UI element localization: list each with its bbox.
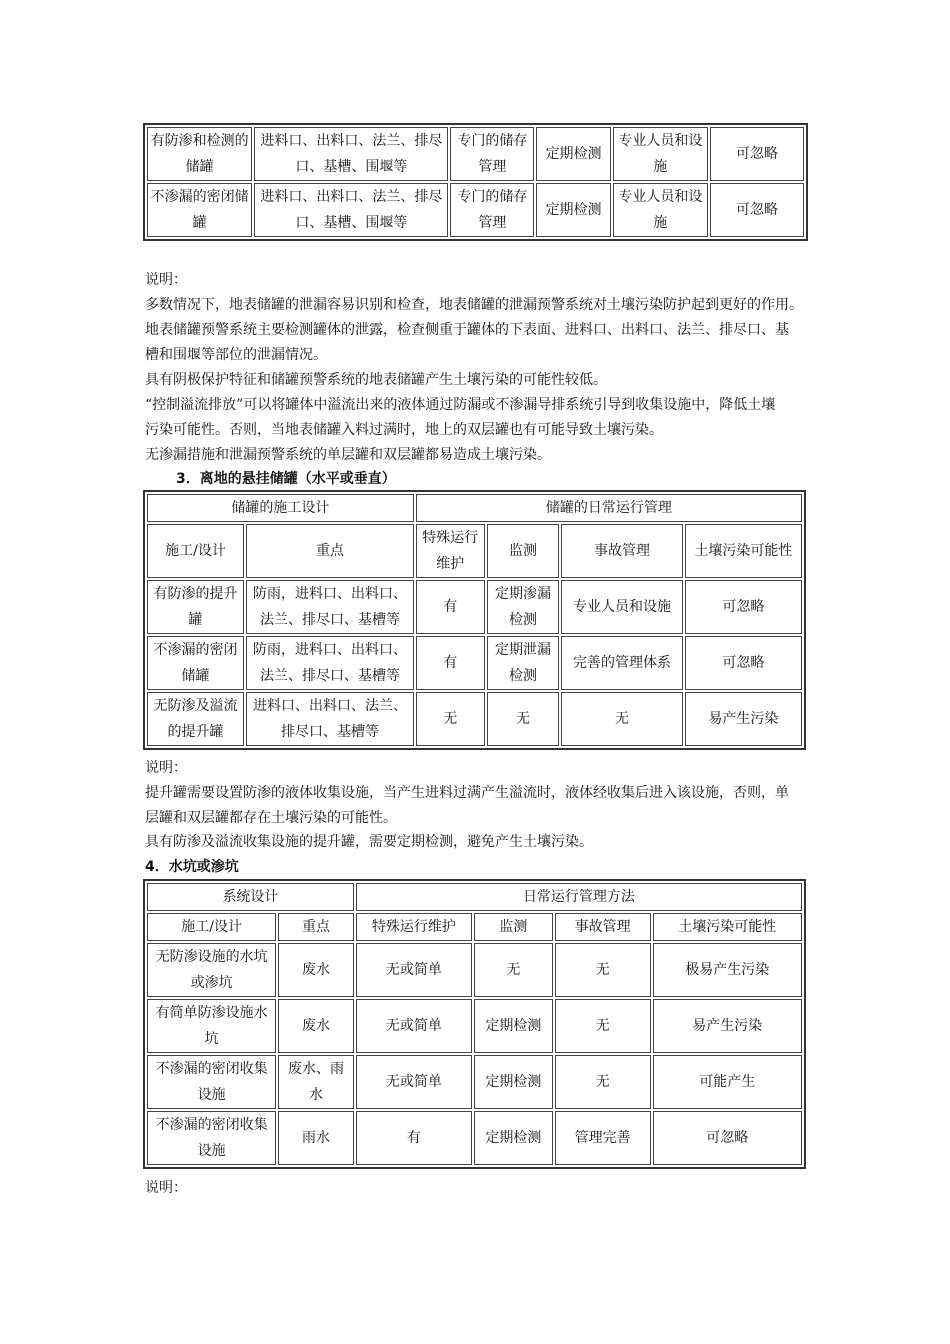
table-cell: 不渗漏的密闭收集设施 (147, 1055, 276, 1109)
table-cell: 有简单防渗设施水坑 (147, 999, 276, 1053)
column-header: 事故管理 (561, 524, 682, 578)
table-cell: 无 (416, 692, 485, 746)
note-label: 说明： (145, 1180, 187, 1196)
table-cell: 有防渗的提升罐 (147, 580, 244, 634)
table-header-row (147, 913, 802, 941)
storage-tank-table-continued (143, 123, 808, 241)
group-header: 储罐的日常运行管理 (416, 494, 802, 522)
table-cell: 可忽略 (685, 580, 802, 634)
table-cell: 废水 (278, 943, 354, 997)
table-cell: 有 (356, 1111, 472, 1165)
table-cell: 无 (555, 943, 651, 997)
table-cell: 易产生污染 (685, 692, 802, 746)
table-cell: 无 (555, 1055, 651, 1109)
table-cell: 专门的储存管理 (450, 183, 534, 237)
column-header: 土壤污染可能性 (685, 524, 802, 578)
table-cell: 有 (416, 636, 485, 690)
note-line: 多数情况下，地表储罐的泄漏容易识别和检查，地表储罐的泄漏预警系统对土壤污染防护起到更好的作用。 (145, 297, 803, 313)
note-line: 槽和围堰等部位的泄漏情况。 (145, 347, 327, 363)
table-group-header-row (147, 883, 802, 911)
note-line: 提升罐需要设置防渗的液体收集设施，当产生进料过满产生溢流时，液体经收集后进入该设施，否则，单 (145, 785, 789, 801)
table-cell: 定期检测 (474, 1111, 553, 1165)
table-cell: 专门的储存管理 (450, 127, 534, 181)
column-header: 事故管理 (555, 913, 651, 941)
table-cell: 进料口、出料口、法兰、排尽口、基槽、围堰等 (254, 127, 448, 181)
table-cell: 专业人员和设施 (561, 580, 682, 634)
table-cell: 管理完善 (555, 1111, 651, 1165)
column-header: 施工/设计 (147, 524, 244, 578)
table-cell: 可忽略 (685, 636, 802, 690)
column-header: 重点 (278, 913, 354, 941)
table-row (147, 1111, 802, 1165)
column-header: 监测 (487, 524, 560, 578)
table-row (147, 692, 802, 746)
table-cell: 不渗漏的密闭收集设施 (147, 1111, 276, 1165)
column-header: 重点 (246, 524, 414, 578)
column-header: 监测 (474, 913, 553, 941)
suspended-tank-table (143, 490, 806, 750)
table-cell: 进料口、出料口、法兰、排尽口、基槽、围堰等 (254, 183, 448, 237)
table-cell: 无 (561, 692, 682, 746)
table-cell: 不渗漏的密闭储罐 (147, 636, 244, 690)
column-header: 土壤污染可能性 (653, 913, 802, 941)
table-cell: 有 (416, 580, 485, 634)
table-cell: 有防渗和检测的储罐 (147, 127, 252, 181)
section-heading: 3．离地的悬挂储罐（水平或垂直） (176, 471, 396, 487)
table-cell: 无或简单 (356, 943, 472, 997)
table-row (147, 1055, 802, 1109)
pit-table (143, 879, 806, 1169)
table-cell: 易产生污染 (653, 999, 802, 1053)
table-cell: 不渗漏的密闭储罐 (147, 183, 252, 237)
table-row (147, 127, 804, 181)
table-cell: 雨水 (278, 1111, 354, 1165)
note-label: 说明： (145, 272, 187, 288)
group-header: 储罐的施工设计 (147, 494, 414, 522)
table-cell: 进料口、出料口、法兰、排尽口、基槽等 (246, 692, 414, 746)
table-cell: 无防渗及溢流的提升罐 (147, 692, 244, 746)
table-row (147, 636, 802, 690)
table-row (147, 943, 802, 997)
table-cell: 专业人员和设施 (613, 127, 708, 181)
table-cell: 可忽略 (710, 183, 804, 237)
table-row (147, 183, 804, 237)
table-cell: 完善的管理体系 (561, 636, 682, 690)
table-cell: 定期检测 (474, 1055, 553, 1109)
column-header: 特殊运行维护 (416, 524, 485, 578)
table-row (147, 999, 802, 1053)
note-line: “控制溢流排放”可以将罐体中溢流出来的液体通过防漏或不渗漏导排系统引导到收集设施中，降低土壤 (145, 397, 776, 413)
table-cell: 可能产生 (653, 1055, 802, 1109)
table-cell: 定期检测 (536, 183, 611, 237)
table-cell: 专业人员和设施 (613, 183, 708, 237)
table-row (147, 580, 802, 634)
table-cell: 防雨，进料口、出料口、法兰、排尽口、基槽等 (246, 636, 414, 690)
table-cell: 防雨，进料口、出料口、法兰、排尽口、基槽等 (246, 580, 414, 634)
group-header: 日常运行管理方法 (356, 883, 802, 911)
note-line: 无渗漏措施和泄漏预警系统的单层罐和双层罐都易造成土壤污染。 (145, 447, 551, 463)
table-cell: 无 (487, 692, 560, 746)
table-group-header-row (147, 494, 802, 522)
note-line: 污染可能性。否则，当地表储罐入料过满时，地上的双层罐也有可能导致土壤污染。 (145, 422, 663, 438)
table-cell: 定期检测 (474, 999, 553, 1053)
column-header: 特殊运行维护 (356, 913, 472, 941)
table-cell: 可忽略 (653, 1111, 802, 1165)
table-cell: 可忽略 (710, 127, 804, 181)
note-label: 说明： (145, 760, 187, 776)
group-header: 系统设计 (147, 883, 354, 911)
table-header-row (147, 524, 802, 578)
note-line: 具有防渗及溢流收集设施的提升罐，需要定期检测，避免产生土壤污染。 (145, 834, 593, 850)
table-cell: 无防渗设施的水坑或渗坑 (147, 943, 276, 997)
table-cell: 定期渗漏检测 (487, 580, 560, 634)
note-line: 层罐和双层罐都存在土壤污染的可能性。 (145, 810, 397, 826)
column-header: 施工/设计 (147, 913, 276, 941)
table-cell: 定期泄漏检测 (487, 636, 560, 690)
table-cell: 无 (555, 999, 651, 1053)
table-cell: 极易产生污染 (653, 943, 802, 997)
table-cell: 无或简单 (356, 1055, 472, 1109)
table-cell: 废水 (278, 999, 354, 1053)
table-cell: 定期检测 (536, 127, 611, 181)
table-cell: 废水、雨水 (278, 1055, 354, 1109)
note-line: 地表储罐预警系统主要检测罐体的泄露，检查侧重于罐体的下表面、进料口、出料口、法兰、排尽口、基 (145, 322, 789, 338)
table-cell: 无或简单 (356, 999, 472, 1053)
table-cell: 无 (474, 943, 553, 997)
section-heading: 4．水坑或渗坑 (145, 859, 239, 875)
note-line: 具有阴极保护特征和储罐预警系统的地表储罐产生土壤污染的可能性较低。 (145, 372, 607, 388)
